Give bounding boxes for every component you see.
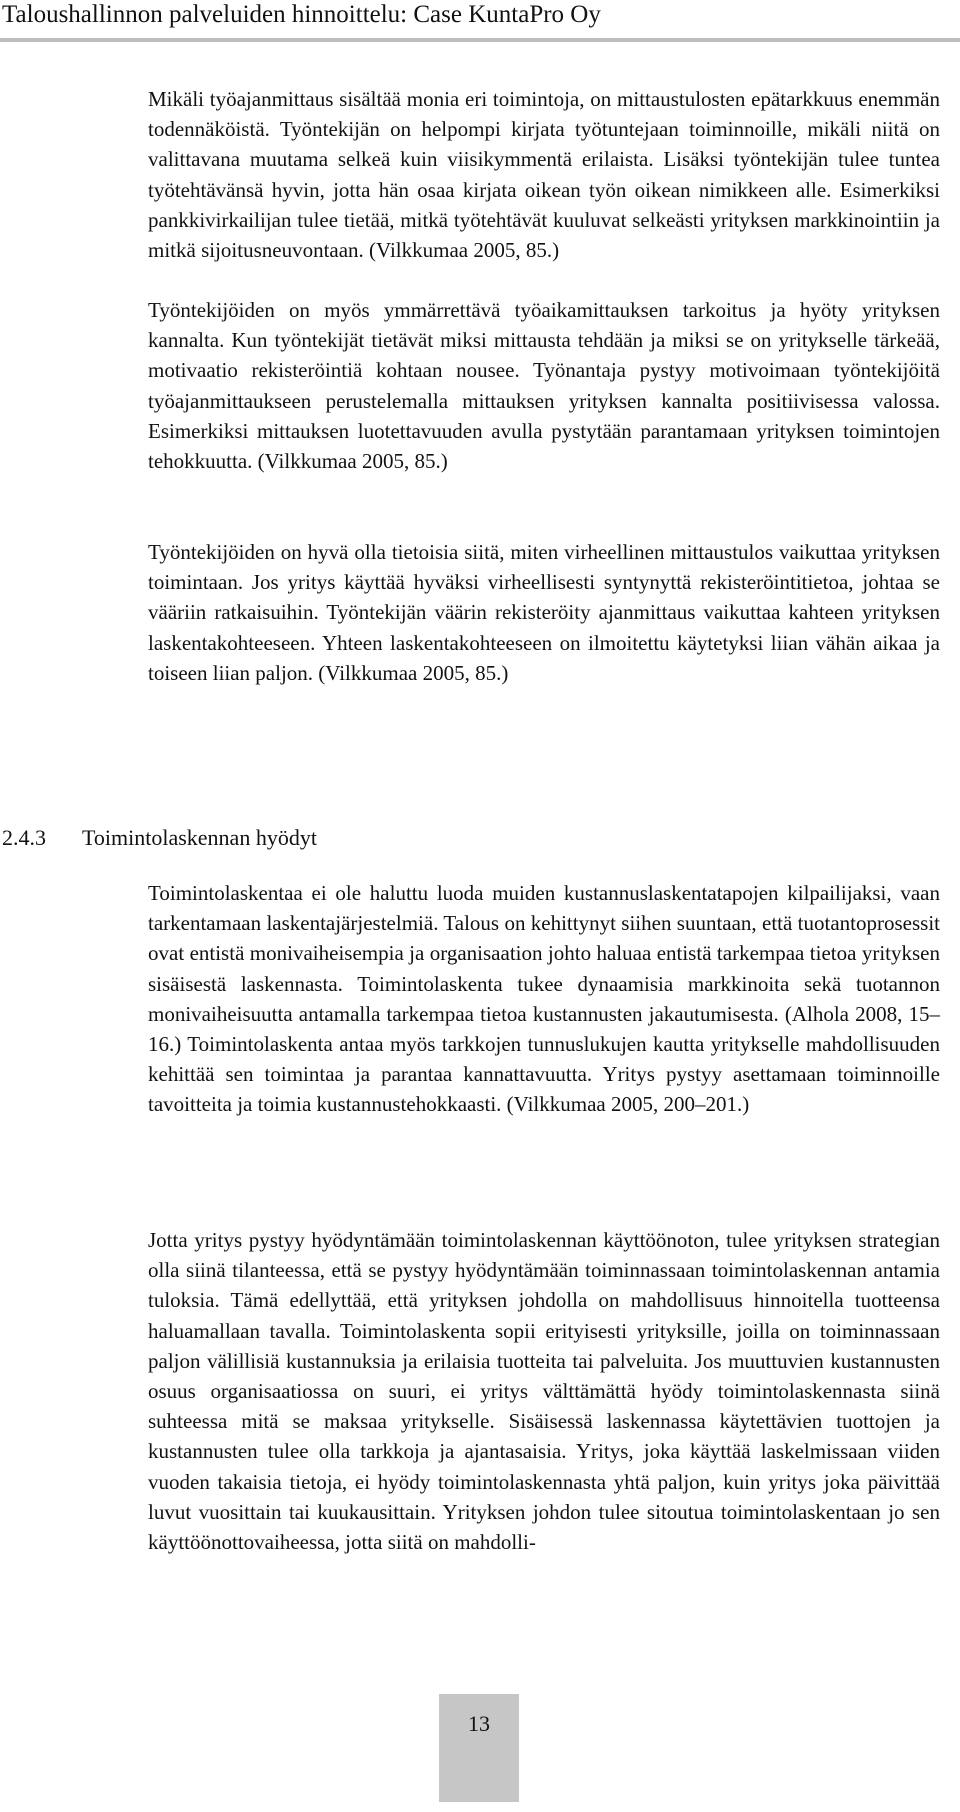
section-number: 2.4.3 (2, 825, 46, 850)
body-paragraph-2: Työntekijöiden on myös ymmärrettävä työaikamittauksen tarkoitus ja hyöty yrityksen kannalta. Kun työntekijät tietävät miksi mittausta tehdään ja miksi se on yritykselle tärkeää, motivaatio rekisteröintiä kohtaan nousee. Työnantaja pystyy motivoimaan työntekijöitä työajanmittaukseen perustelemalla mittauksen yrityksen kannalta positiivisessa valossa. Esimerkiksi mittauksen luotettavuuden avulla pystytään parantamaan yrityksen toimintojen tehokkuutta. (Vilkkumaa 2005, 85.) (148, 298, 940, 474)
document-title: Taloushallinnon palveluiden hinnoittelu: Case KuntaPro Oy (2, 1, 601, 28)
section-paragraph-2: Jotta yritys pystyy hyödyntämään toimintolaskennan käyttöönoton, tulee yrityksen strategian olla siinä tilanteessa, että se pystyy hyödyntämään toiminnassaan toimintolaskennan antamia tuloksia. Tämä edellyttää, että yrityksen johdolla on mahdollisuus hinnoitella tuotteensa haluamallaan tavalla. Toimintolaskenta sopii erityisesti yrityksille, joilla on toiminnassaan paljon välillisiä kustannuksia ja erilaisia tuotteita tai palveluita. Jos muuttuvien kustannusten osuus organisaatiossa on suuri, ei yritys välttämättä hyödy toimintolaskennasta siinä suhteessa mitä se maksaa yritykselle. Sisäisessä laskennassa käytettävien tuottojen ja kustannusten tulee olla tarkkoja ja ajantasaisia. Yritys, joka käyttää laskelmissaan viiden vuoden takaisia tietoja, ei hyödy toimintolaskennasta yhtä paljon, kuin yritys joka päivittää luvut vuosittain tai kuukausittain. Yrityksen johdon tulee sitoutua toimintolaskentaan jo sen käyttöönottovaiheessa, jotta siitä on mahdolli- (148, 1228, 940, 1555)
page-number-box (439, 1694, 519, 1802)
page-number: 13 (468, 1711, 490, 1736)
running-header (0, 0, 960, 42)
section-title: Toimintolaskennan hyödyt (82, 825, 317, 850)
body-paragraph-1: Mikäli työajanmittaus sisältää monia eri toimintoja, on mittaustulosten epätarkkuus enemmän todennäköistä. Työntekijän on helpompi kirjata työtuntejaan toiminnoille, mikäli niitä on valittavana muutama selkeä kuin viisikymmentä erilaista. Lisäksi työntekijän tulee tuntea työtehtävänsä hyvin, jotta hän osaa kirjata oikean työn oikean nimikkeen alle. Esimerkiksi pankkivirkailijan tulee tietää, mitkä työtehtävät kuuluvat selkeästi yrityksen markkinointiin ja mitkä sijoitusneuvontaan. (Vilkkumaa 2005, 85.) (148, 87, 940, 263)
body-paragraph-3: Työntekijöiden on hyvä olla tietoisia siitä, miten virheellinen mittaustulos vaikuttaa yrityksen toimintaan. Jos yritys käyttää hyväksi virheellisesti syntynyttä rekisteröintitietoa, johtaa se vääriin ratkaisuihin. Työntekijän väärin rekisteröity ajanmittaus vaikuttaa kahteen yrityksen laskentakohteeseen. Yhteen laskentakohteeseen on ilmoitettu käytetyksi liian vähän aikaa ja toiseen liian paljon. (Vilkkumaa 2005, 85.) (148, 540, 940, 685)
section-heading (2, 823, 317, 853)
section-paragraph-1: Toimintolaskentaa ei ole haluttu luoda muiden kustannuslaskentatapojen kilpailijaksi, vaan tarkentamaan laskentajärjestelmiä. Talous on kehittynyt siihen suuntaan, että tuotantoprosessit ovat entistä monivaiheisempia ja organisaation johto haluaa entistä tarkempaa tietoa yrityksen sisäisestä laskennasta. Toimintolaskenta tukee dynaamisia markkinoita sekä tuotannon monivaiheisuutta antamalla tarkempaa tietoa kustannusten jakautumisesta. (Alhola 2008, 15–16.) Toimintolaskenta antaa myös tarkkojen tunnuslukujen kautta yritykselle mahdollisuuden kehittää sen toimintaa ja parantaa kannattavuutta. Yritys pystyy asettamaan toiminnoille tavoitteita ja toimia kustannustehokkaasti. (Vilkkumaa 2005, 200–201.) (148, 881, 940, 1117)
